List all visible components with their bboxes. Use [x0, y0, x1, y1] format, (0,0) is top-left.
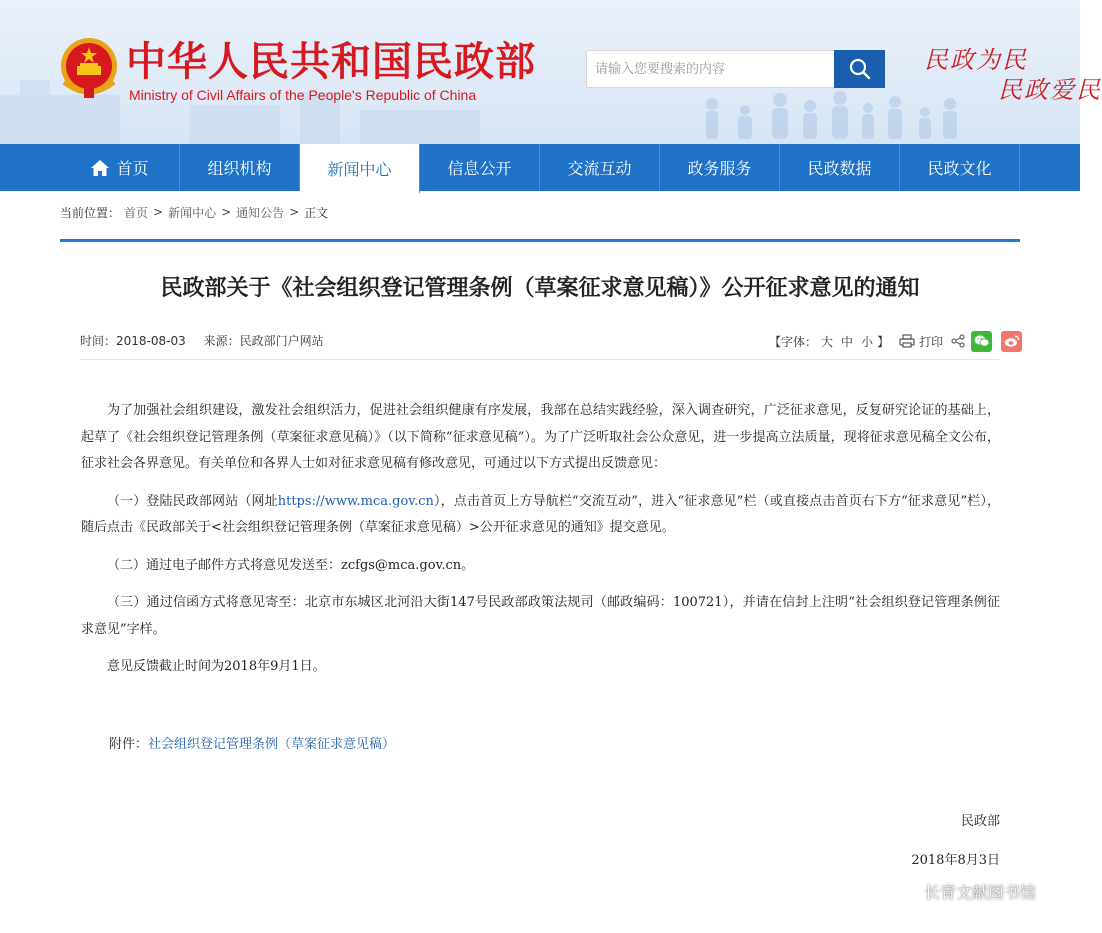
article-paragraph — [81, 489, 1000, 542]
nav-item-label: 首页 — [116, 159, 149, 178]
font-size-label-close: 】 — [877, 334, 890, 349]
paragraph-text: ），点击首页上方导航栏“交流互动”，进入“征求意见”栏（或直接点击首页右下方“征求意见”栏），随后点击《民政部关于<社会组织登记管理条例（草案征求意见稿）>公开征求意见的通知》提交意见。 — [81, 493, 1000, 535]
site-title-english: Ministry of Civil Affairs of the People's Republic of China — [129, 87, 477, 103]
wechat-share-button[interactable] — [971, 331, 992, 352]
breadcrumb-divider — [60, 239, 1020, 242]
paragraph-text: （一）登陆民政部网站（网址 — [107, 493, 278, 509]
font-size-medium-button[interactable]: 中 — [841, 334, 854, 349]
article-paragraph: 为了加强社会组织建设，激发社会组织活力，促进社会组织健康有序发展，我部在总结实践经验，深入调查研究，广泛征求意见，反复研究论证的基础上，起草了《社会组织登记管理条例（草案征求意见稿）》（以下简称“征求意见稿”）。为了广泛听取社会公众意见，进一步提高立法质量，现将征求意见稿全文公布，征求社会各界意见。有关单位和各界人士如对征求意见稿有修改意见，可通过以下方式提出反馈意见： — [81, 403, 1000, 471]
mca-website-link[interactable]: https://www.mca.gov.cn — [277, 493, 434, 509]
font-size-large-button[interactable]: 大 — [821, 334, 834, 349]
breadcrumb-current: 正文 — [304, 205, 329, 220]
article-tools — [769, 330, 1022, 352]
font-size-small-button[interactable]: 小 — [861, 334, 874, 349]
printer-icon — [899, 334, 915, 348]
search-icon — [849, 58, 871, 80]
site-header — [0, 0, 1102, 144]
nav-item-civil-culture[interactable]: 民政文化 — [900, 144, 1020, 191]
signature-date: 2018年8月3日 — [911, 853, 1000, 868]
national-emblem-icon — [58, 36, 120, 100]
attachment-link[interactable]: 社会组织登记管理条例（草案征求意见稿） — [148, 737, 396, 752]
attachment — [109, 733, 395, 752]
nav-item-home[interactable] — [60, 144, 180, 191]
nav-item-information-disclosure[interactable]: 信息公开 — [420, 144, 540, 191]
search-input[interactable] — [586, 50, 834, 88]
article-paragraph: 意见反馈截止时间为2018年9月1日。 — [107, 659, 326, 674]
print-button[interactable] — [899, 333, 943, 350]
breadcrumb-link-home[interactable]: 首页 — [124, 205, 149, 220]
slogan-line-1: 民政为民 — [924, 46, 1028, 74]
share-icon[interactable] — [951, 334, 965, 348]
search-button[interactable] — [834, 50, 885, 88]
weibo-share-button[interactable] — [1001, 331, 1022, 352]
nav-item-government-services[interactable]: 政务服务 — [660, 144, 780, 191]
slogan-line-2: 民政爱民 — [998, 76, 1102, 104]
weibo-icon — [1004, 334, 1020, 348]
article-paragraph: （二）通过电子邮件方式将意见发送至：zcfgs@mca.gov.cn。 — [107, 557, 475, 573]
breadcrumb-separator: > — [221, 205, 232, 219]
breadcrumb-separator: > — [153, 205, 164, 219]
watermark-text: 长青文献图书馆 — [924, 883, 1037, 902]
font-size-label-open: 【字体： — [769, 334, 818, 349]
meta-divider — [80, 359, 1000, 360]
print-label: 打印 — [919, 334, 944, 349]
breadcrumb-label: 当前位置： — [60, 205, 121, 220]
main-nav — [0, 144, 1080, 191]
article-title: 民政部关于《社会组织登记管理条例（草案征求意见稿）》公开征求意见的通知 — [160, 275, 920, 301]
nav-item-news-center[interactable]: 新闻中心 — [300, 144, 420, 193]
site-title-chinese: 中华人民共和国民政部 — [126, 39, 536, 85]
signature-organization: 民政部 — [960, 814, 1000, 829]
nav-item-interaction[interactable]: 交流互动 — [540, 144, 660, 191]
breadcrumb-link-news-center[interactable]: 新闻中心 — [168, 205, 217, 220]
nav-item-civil-data[interactable]: 民政数据 — [780, 144, 900, 191]
wechat-icon — [974, 334, 990, 348]
home-icon — [90, 159, 110, 177]
article-body — [81, 398, 1000, 692]
breadcrumb-link-notices[interactable]: 通知公告 — [236, 205, 285, 220]
article-time: 时间：2018-08-03 — [80, 334, 186, 348]
article-meta — [80, 332, 338, 349]
breadcrumb-separator: > — [289, 205, 300, 219]
article-paragraph: （三）通过信函方式将意见寄至：北京市东城区北河沿大街147号民政部政策法规司（邮政编码：100721），并请在信封上注明“社会组织登记管理条例征求意见”字样。 — [81, 595, 1000, 637]
article-source: 来源：民政部门户网站 — [203, 334, 324, 348]
breadcrumb — [60, 204, 328, 220]
attachment-label: 附件： — [109, 737, 149, 752]
nav-item-organization[interactable]: 组织机构 — [180, 144, 300, 191]
